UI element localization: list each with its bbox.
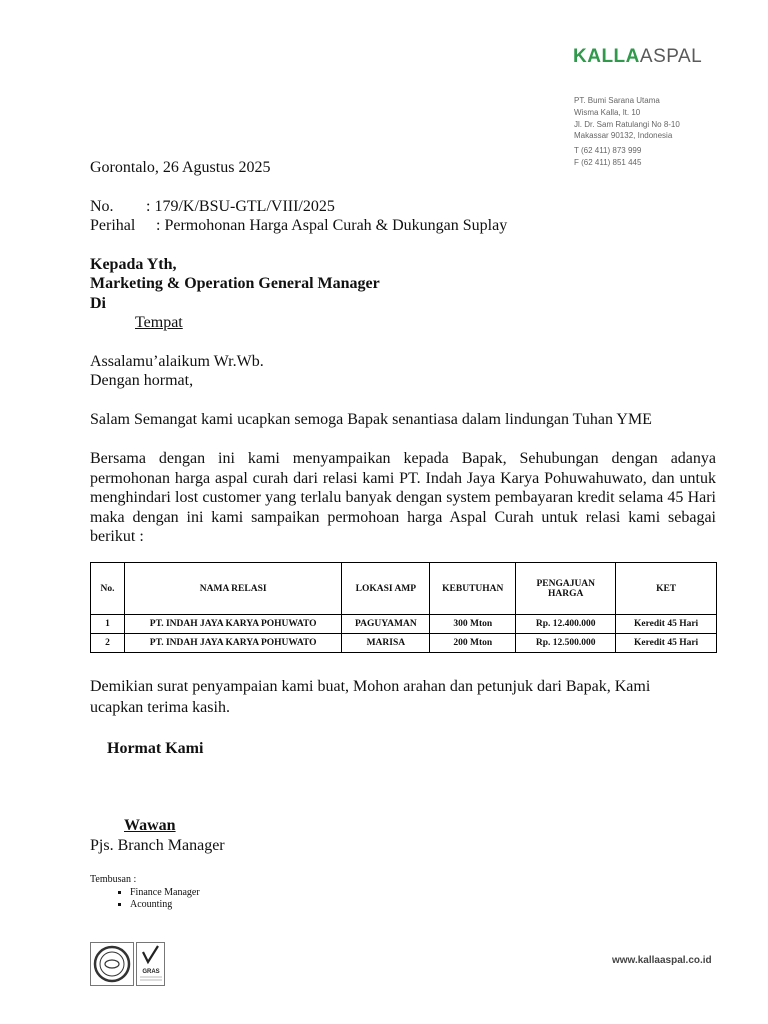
signer-title: Pjs. Branch Manager: [90, 837, 225, 854]
svg-text:GRAS: GRAS: [142, 969, 160, 975]
col-header-no: No.: [91, 563, 125, 615]
col-header-kebutuhan: KEBUTUHAN: [430, 563, 516, 615]
recipient-place: Tempat: [135, 314, 183, 331]
col-header-nama-relasi: NAMA RELASI: [124, 563, 341, 615]
cell-pengajuan-harga: Rp. 12.400.000: [516, 615, 616, 634]
body-paragraph: Bersama dengan ini kami menyampaikan kepada Bapak, Sehubungan dengan adanya permohonan harga aspal curah dari relasi kami PT. Indah Jaya Karya Pohuwahuwato, dan untuk menghindari lost customer yang terlalu banyak dengan system pembayaran kredit selama 45 Hari maka dengan ini kami sampaikan permohoan harga Aspal Curah untuk relasi kami sebagai berikut :: [90, 450, 716, 546]
fax-number: F (62 411) 851 445: [574, 157, 642, 167]
address-line: Jl. Dr. Sam Ratulangi No 8-10: [574, 119, 680, 129]
reference-number-value: : 179/K/BSU-GTL/VIII/2025: [146, 198, 335, 215]
opening-paragraph: Salam Semangat kami ucapkan semoga Bapak senantiasa dalam lindungan Tuhan YME: [90, 411, 652, 428]
certification-badges: [90, 942, 166, 986]
logo-kalla: KALLA: [573, 46, 640, 67]
closing-paragraph: Demikian surat penyampaian kami buat, Mohon arahan dan petunjuk dari Bapak, Kami ucapkan terima kasih.: [90, 678, 651, 716]
greeting-salam: Assalamu’alaikum Wr.Wb.: [90, 353, 264, 370]
company-address: [574, 95, 680, 169]
logo-aspal: ASPAL: [639, 46, 703, 67]
cell-kebutuhan: 200 Mton: [430, 634, 516, 653]
website-link[interactable]: www.kallaaspal.co.id: [612, 955, 712, 966]
reference-number-label: No.: [90, 198, 114, 215]
table-row: [91, 634, 717, 653]
cell-kebutuhan: 300 Mton: [430, 615, 516, 634]
col-header-lokasi-amp: LOKASI AMP: [342, 563, 430, 615]
company-logo: [573, 46, 702, 68]
list-item: ▪ Acounting: [130, 899, 200, 912]
cell-ket: Keredit 45 Hari: [616, 615, 717, 634]
col-header-pengajuan-harga: PENGAJUAN HARGA: [516, 563, 616, 615]
greeting-hormat: Dengan hormat,: [90, 372, 194, 389]
address-line: Makassar 90132, Indonesia: [574, 131, 673, 141]
company-name: PT. Bumi Sarana Utama: [574, 96, 660, 105]
recipient-greeting: Kepada Yth,: [90, 256, 177, 273]
recipient-di: Di: [90, 295, 106, 312]
cell-lokasi-amp: MARISA: [342, 634, 430, 653]
cell-nama-relasi: PT. INDAH JAYA KARYA POHUWATO: [124, 615, 341, 634]
cell-no: 1: [91, 615, 125, 634]
cell-ket: Keredit 45 Hari: [616, 634, 717, 653]
signer-name: Wawan: [124, 817, 176, 834]
address-line: Wisma Kalla, lt. 10: [574, 107, 641, 117]
cc-list: [90, 887, 200, 912]
relasi-table: [90, 562, 717, 653]
subject-value: : Permohonan Harga Aspal Curah & Dukungan Suplay: [156, 217, 508, 234]
carbon-copy: [90, 874, 200, 912]
cell-lokasi-amp: PAGUYAMAN: [342, 615, 430, 634]
cell-no: 2: [91, 634, 125, 653]
cell-nama-relasi: PT. INDAH JAYA KARYA POHUWATO: [124, 634, 341, 653]
subject-label: Perihal: [90, 217, 136, 234]
place-date: Gorontalo, 26 Agustus 2025: [90, 159, 271, 176]
recipient-title: Marketing & Operation General Manager: [90, 275, 380, 292]
col-header-ket: KET: [616, 563, 717, 615]
certification-seal-icon: [90, 942, 166, 986]
phone-number: T (62 411) 873 999: [574, 146, 642, 156]
list-item: ▪ Finance Manager: [130, 887, 200, 900]
cc-label: Tembusan :: [90, 874, 137, 885]
table-header-row: [91, 563, 717, 615]
table-row: [91, 615, 717, 634]
regards: Hormat Kami: [107, 740, 204, 757]
cell-pengajuan-harga: Rp. 12.500.000: [516, 634, 616, 653]
